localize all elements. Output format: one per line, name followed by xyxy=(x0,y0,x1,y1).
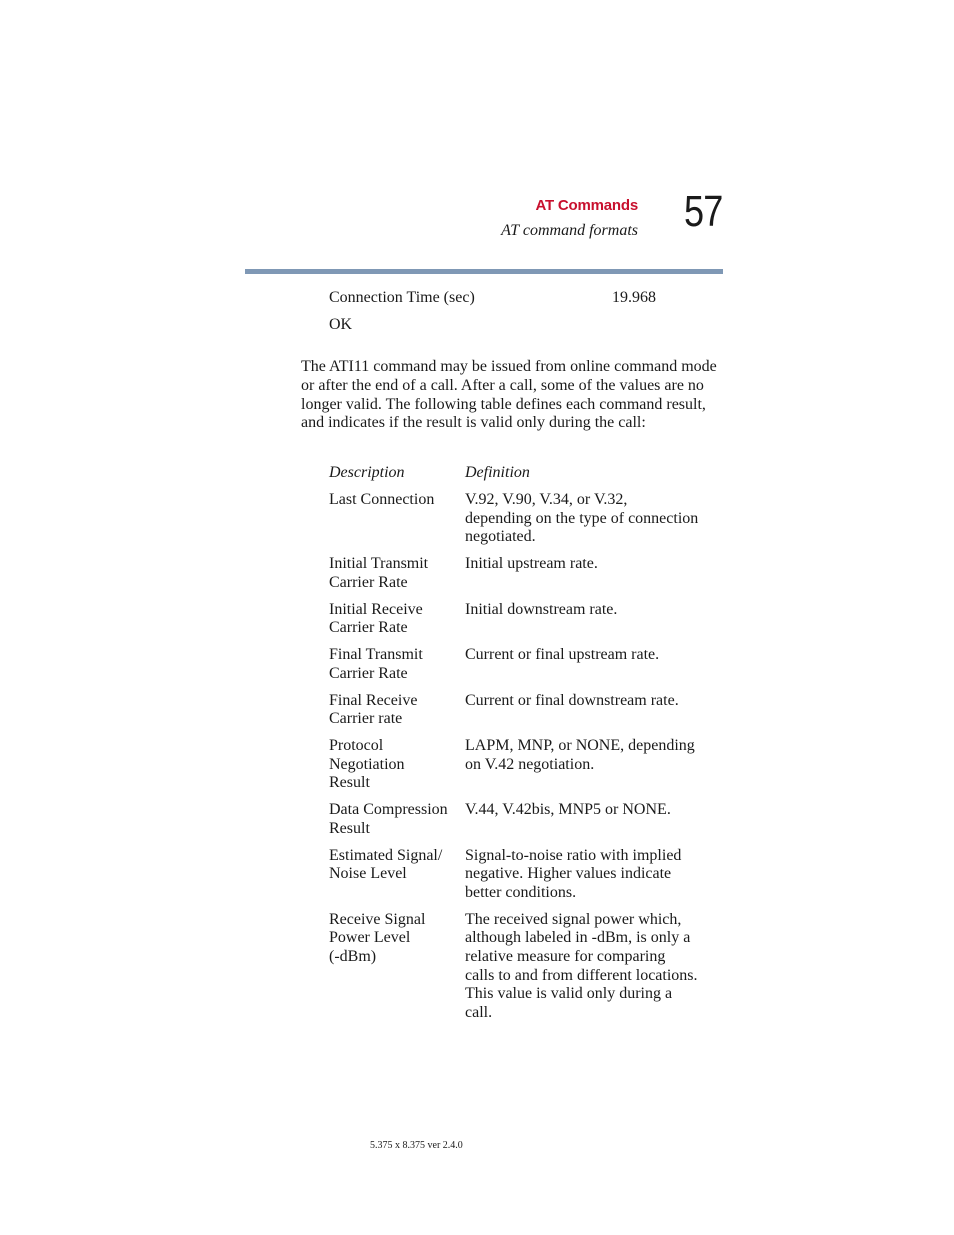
definition-line: relative measure for comparing xyxy=(465,947,666,965)
description-line: Final Transmit xyxy=(329,646,423,664)
definition-line: on V.42 negotiation. xyxy=(465,755,595,773)
result-table xyxy=(329,464,729,1031)
row-definition xyxy=(465,601,715,638)
table-row xyxy=(329,646,729,683)
row-definition xyxy=(465,911,715,1023)
description-line: Result xyxy=(329,774,370,792)
definition-line: Current or final downstream rate. xyxy=(465,691,679,709)
body-paragraph: The ATI11 command may be issued from online command mode or after the end of a call. After a call, some of the values are no longer valid. The following table defines each command result, and indicates if the result is valid only during the call: xyxy=(301,358,717,432)
definition-line: depending on the type of connection xyxy=(465,509,699,527)
description-line: Carrier Rate xyxy=(329,619,408,637)
table-row xyxy=(329,801,729,838)
description-line: Data Compression xyxy=(329,801,448,819)
column-header-definition: Definition xyxy=(465,464,530,481)
description-line: Carrier Rate xyxy=(329,664,408,682)
description-line: (-dBm) xyxy=(329,947,377,965)
description-line: Protocol xyxy=(329,737,384,755)
description-line: Last Connection xyxy=(329,491,435,509)
row-description xyxy=(329,911,465,1023)
output-label: Connection Time (sec) xyxy=(329,289,475,306)
definition-line: LAPM, MNP, or NONE, depending xyxy=(465,737,695,755)
row-definition xyxy=(465,555,715,592)
description-line: Initial Receive xyxy=(329,600,423,618)
definition-line: V.92, V.90, V.34, or V.32, xyxy=(465,491,628,509)
row-description xyxy=(329,646,465,683)
definition-line: negotiated. xyxy=(465,528,536,546)
definition-line: negative. Higher values indicate xyxy=(465,865,672,883)
description-line: Carrier rate xyxy=(329,710,403,728)
header-subsection-title: AT command formats xyxy=(501,222,638,239)
row-definition xyxy=(465,491,715,547)
row-description xyxy=(329,601,465,638)
row-definition xyxy=(465,801,715,838)
definition-line: Initial downstream rate. xyxy=(465,600,618,618)
row-description xyxy=(329,847,465,903)
definition-line: The received signal power which, xyxy=(465,910,682,928)
page-footer: 5.375 x 8.375 ver 2.4.0 xyxy=(370,1140,463,1151)
definition-line: call. xyxy=(465,1003,493,1021)
row-description xyxy=(329,491,465,547)
row-definition xyxy=(465,847,715,903)
table-header-row xyxy=(329,464,729,483)
output-label: OK xyxy=(329,316,353,333)
row-description xyxy=(329,737,465,793)
table-row xyxy=(329,847,729,903)
description-line: Estimated Signal/ xyxy=(329,846,443,864)
table-body xyxy=(329,491,729,1022)
definition-line: Initial upstream rate. xyxy=(465,555,598,573)
table-row xyxy=(329,555,729,592)
definition-line: calls to and from different locations. xyxy=(465,966,698,984)
row-definition xyxy=(465,737,715,793)
description-line: Result xyxy=(329,819,370,837)
description-line: Carrier Rate xyxy=(329,573,408,591)
header-section-title: AT Commands xyxy=(535,197,638,214)
table-row xyxy=(329,491,729,547)
definition-line: Signal-to-noise ratio with implied xyxy=(465,846,682,864)
definition-line: V.44, V.42bis, MNP5 or NONE. xyxy=(465,801,671,819)
row-description xyxy=(329,555,465,592)
description-line: Power Level xyxy=(329,929,411,947)
table-row xyxy=(329,911,729,1023)
column-header-description: Description xyxy=(329,464,405,481)
row-definition xyxy=(465,646,715,683)
table-row xyxy=(329,737,729,793)
definition-line: Current or final upstream rate. xyxy=(465,646,660,664)
table-row xyxy=(329,601,729,638)
definition-line: although labeled in -dBm, is only a xyxy=(465,929,691,947)
row-definition xyxy=(465,692,715,729)
row-description xyxy=(329,801,465,838)
description-line: Receive Signal xyxy=(329,910,426,928)
row-description xyxy=(329,692,465,729)
page-number: 57 xyxy=(684,187,723,236)
definition-line: This value is valid only during a xyxy=(465,985,673,1003)
header-rule xyxy=(245,269,723,274)
description-line: Negotiation xyxy=(329,755,405,773)
description-line: Initial Transmit xyxy=(329,555,429,573)
table-row xyxy=(329,692,729,729)
definition-line: better conditions. xyxy=(465,883,577,901)
description-line: Final Receive xyxy=(329,691,418,709)
output-value: 19.968 xyxy=(612,289,656,306)
description-line: Noise Level xyxy=(329,865,407,883)
